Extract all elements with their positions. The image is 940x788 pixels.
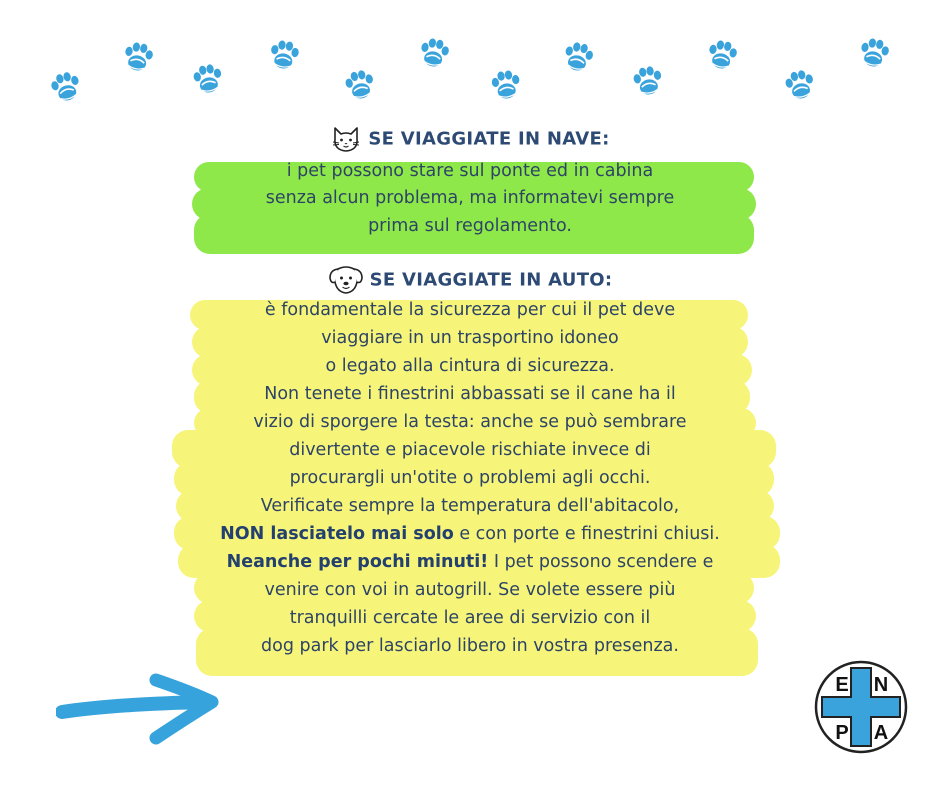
paw-print-icon (266, 38, 302, 74)
auto-heading-text: SE VIAGGIATE IN AUTO: (369, 269, 613, 291)
arrow-right-icon (56, 672, 222, 748)
auto-text-line (0, 552, 940, 572)
nave-heading-text: SE VIAGGIATE IN NAVE: (368, 128, 610, 150)
auto-text-line: viaggiare in un trasportino idoneo (321, 328, 619, 348)
paw-print-icon (120, 40, 156, 76)
nave-heading (0, 124, 940, 154)
logo-letter-p: P (835, 722, 849, 744)
paw-print-icon (416, 36, 452, 72)
enpa-logo-graphic (814, 660, 908, 754)
auto-heading (0, 264, 940, 296)
enpa-logo (814, 660, 908, 754)
paw-print-icon (630, 64, 666, 100)
paw-print-icon (48, 70, 84, 106)
logo-letter-n: N (873, 674, 889, 696)
auto-text-line: dog park per lasciarlo libero in vostra presenza. (261, 636, 679, 656)
auto-text-line: divertente e piacevole rischiate invece di (289, 440, 651, 460)
paw-print-icon (190, 62, 226, 98)
line-rest: I pet possono scendere e (488, 552, 714, 572)
auto-text-line: Non tenete i finestrini abbassati se il cane ha il (264, 384, 676, 404)
bold-warning: Neanche per pochi minuti! (226, 552, 489, 572)
auto-text-line: tranquilli cercate le aree di servizio con il (289, 608, 651, 628)
logo-letter-e: E (835, 674, 849, 696)
bold-warning: NON lasciatelo mai solo (220, 524, 454, 544)
auto-text-line: procurargli un'otite o problemi agli occhi. (289, 468, 651, 488)
dog-face-icon (328, 264, 364, 296)
paw-print-icon (856, 36, 892, 72)
paw-print-icon (782, 68, 818, 104)
auto-text-line: venire con voi in autogrill. Se volete essere più (264, 580, 676, 600)
paw-print-icon (342, 68, 378, 104)
nave-text-line: senza alcun problema, ma informatevi sempre (265, 188, 675, 208)
auto-text-line (0, 524, 940, 544)
auto-text-line: o legato alla cintura di sicurezza. (325, 356, 615, 376)
auto-text-line: Verificate sempre la temperatura dell'abitacolo, (260, 496, 680, 516)
auto-text-line: è fondamentale la sicurezza per cui il pet deve (264, 300, 676, 320)
nave-text-line: prima sul regolamento. (368, 216, 572, 236)
paw-print-icon (488, 68, 524, 104)
cat-face-icon (330, 124, 362, 154)
paw-print-icon (704, 38, 740, 74)
nave-text-line: i pet possono stare sul ponte ed in cabina (286, 161, 654, 181)
auto-text-line: vizio di sporgere la testa: anche se può sembrare (253, 412, 687, 432)
logo-letter-a: A (873, 722, 889, 744)
paw-print-icon (560, 40, 596, 76)
line-rest: e con porte e finestrini chiusi. (453, 524, 720, 544)
